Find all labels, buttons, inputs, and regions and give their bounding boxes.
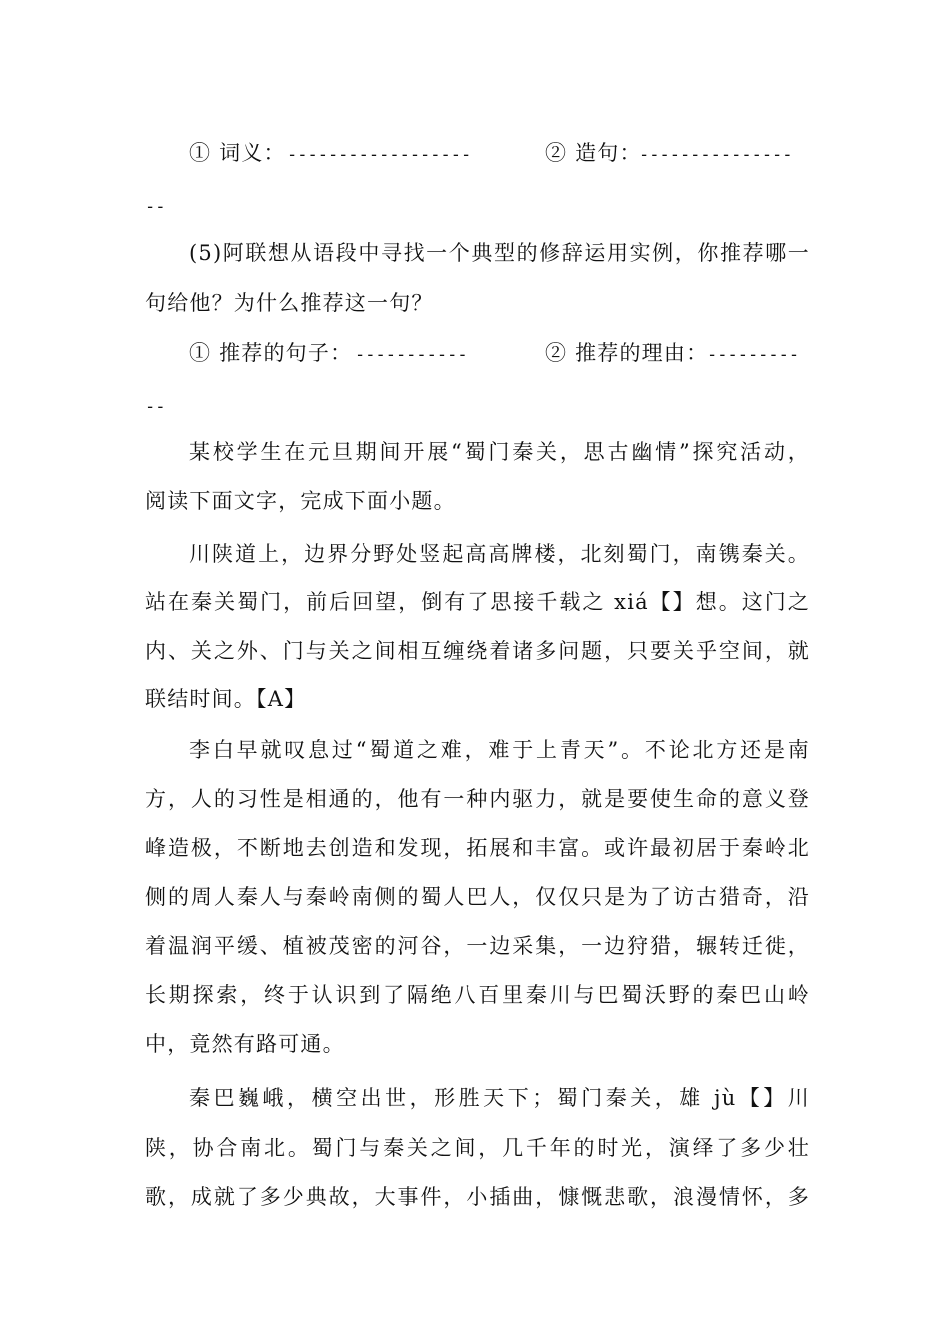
para2-line: 李白早就叹息过“蜀道之难，难于上青天”。不论北方还是南	[189, 738, 810, 762]
q5-question-line1: (5)阿联想从语段中寻找一个典型的修辞运用实例，你推荐哪一	[189, 241, 810, 265]
para2-line: 峰造极，不断地去创造和发现，拓展和丰富。或许最初居于秦岭北	[145, 836, 810, 860]
para3-line: 陕，协合南北。蜀门与秦关之间，几千年的时光，演绎了多少壮	[145, 1136, 810, 1160]
para3-line: 歌，成就了多少典故，大事件，小插曲，慷慨悲歌，浪漫情怀，多	[145, 1185, 810, 1209]
q4-blank-wrap: --	[145, 197, 166, 217]
para1-line: 站在秦关蜀门，前后回望，倒有了思接千载之 xiá【】想。这门之	[145, 590, 810, 614]
q4-sentence-label: ② 造句：	[545, 141, 642, 165]
intro-line2: 阅读下面文字，完成下面小题。	[145, 489, 456, 513]
intro-line1: 某校学生在元旦期间开展“蜀门秦关，思古幽情”探究活动，	[189, 440, 810, 464]
q4-sentence-blank[interactable]: ---------------	[639, 145, 793, 165]
q4-meaning-label: ① 词义：	[189, 141, 286, 165]
q5-sentence-label: ① 推荐的句子：	[189, 341, 353, 365]
para2-line: 侧的周人秦人与秦岭南侧的蜀人巴人，仅仅只是为了访古猎奇，沿	[145, 885, 810, 909]
para2-line: 方，人的习性是相通的，他有一种内驱力，就是要使生命的意义登	[145, 787, 810, 811]
para1-line: 内、关之外、门与关之间相互缠绕着诸多问题，只要关乎空间，就	[145, 639, 810, 663]
para2-line: 着温润平缓、植被茂密的河谷，一边采集，一边狩猎，辗转迁徙，	[145, 934, 810, 958]
para3-line: 秦巴巍峨，横空出世，形胜天下；蜀门秦关，雄 jù【】川	[189, 1086, 810, 1110]
para1-line: 联结时间。【A】	[145, 687, 307, 711]
q5-reason-label: ② 推荐的理由：	[545, 341, 709, 365]
para2-line: 长期探索，终于认识到了隔绝八百里秦川与巴蜀沃野的秦巴山岭	[145, 983, 810, 1007]
q5-blank-wrap: --	[145, 397, 166, 417]
q5-question-line2: 句给他？为什么推荐这一句？	[145, 291, 434, 315]
para1-line: 川陕道上，边界分野处竖起高高牌楼，北刻蜀门，南镌秦关。	[189, 542, 810, 566]
q5-sentence-blank[interactable]: -----------	[355, 345, 468, 365]
q4-meaning-blank[interactable]: ------------------	[287, 145, 472, 165]
q5-reason-blank[interactable]: ---------	[707, 345, 800, 365]
para2-line: 中，竟然有路可通。	[145, 1032, 345, 1056]
